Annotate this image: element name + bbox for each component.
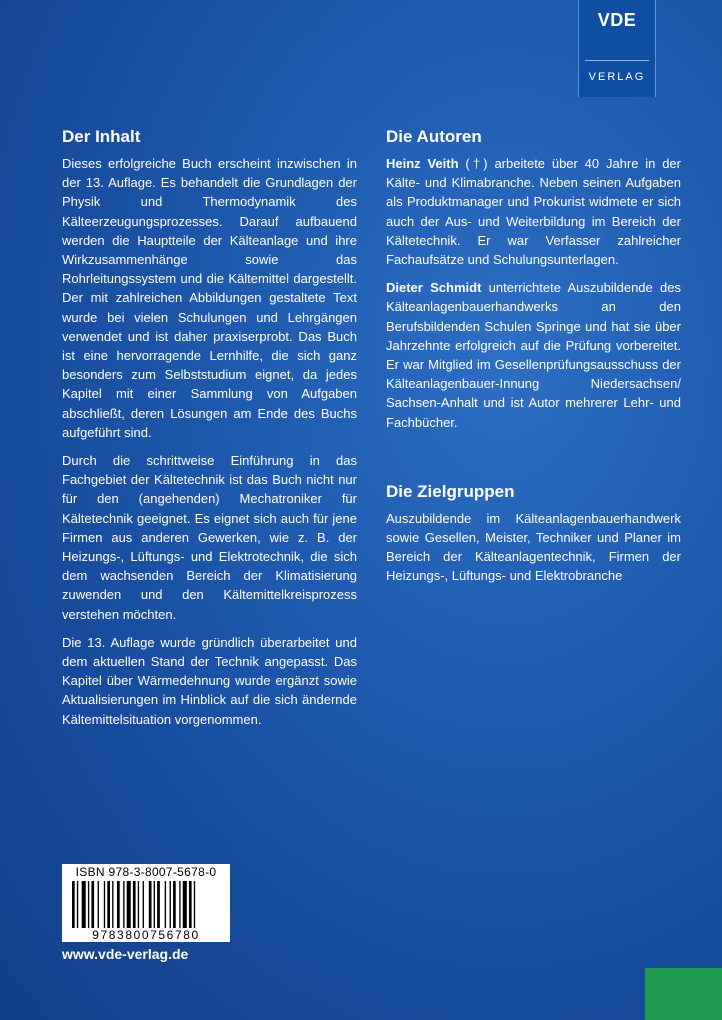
vde-verlag-logo [578,0,656,97]
publisher-url[interactable]: www.vde-verlag.de [62,946,189,962]
author-1-name: Heinz Veith [386,156,459,171]
isbn-barcode [62,864,230,942]
inhalt-paragraph-3: Die 13. Auflage wurde gründlich überarbeitet und dem aktuellen Stand der Technik angepasst. Das Kapitel über Wärmedehnung wurde ergänzt sowie Aktualisierungen im Hinblick auf die sich ändernde Kältemittelsituation vorgenommen. [62,634,357,727]
barcode-digits: 9783800756780 [62,928,230,942]
author-1-bio [386,154,681,269]
zielgruppen-heading: Die Zielgruppen [386,481,515,501]
author-2-text: unterrichtete Auszubildende des Kälteanlagenbauerhandwerks an den Berufsbildenden Schulen Springe und hat sie über Jahrzehnte erfolgreich auf die Prüfung vorbereitet. Er war Mitglied im Gesellenprüfungsausschuss der Kälteanlagenbauer-Innung Niedersachsen/ Sachsen-Anhalt und ist Autor mehrerer Lehr- und Fachbücher. [386,280,681,430]
zielgruppen-text: Auszubildende im Kälteanlagenbauerhandwerk sowie Gesellen, Meister, Techniker und Planer im Bereich der Kälteanlagentechnik, Firmen der Heizungs-, Lüftungs- und Elektrobranche [386,510,681,584]
logo-divider [585,60,649,61]
author-1-text: (†) arbeitete über 40 Jahre in der Kälte- und Klimabranche. Neben seinen Aufgaben als Produktmanager und Prokurist widmete er sich auch der Aus- und Weiterbildung im Bereich der Kältetechnik. Er war Verfasser zahlreicher Fachaufsätze und Schulungsunterlagen. [386,156,681,268]
inhalt-paragraph-2: Durch die schrittweise Einführung in das Fachgebiet der Kältetechnik ist das Buch nicht nur für den (angehenden) Mechatroniker für Kältetechnik geeignet. Es eignet sich auch für jene Firmen aus anderen Gewerken, wie z. B. der Heizungs-, Lüftungs- und Elektrotechnik, die sich dem wachsenden Bereich der Klimatisierung zuwenden und den Kältemittelkreisprozess verstehen möchten. [62,453,357,622]
authors-section [386,126,681,595]
logo-brand: VDE [597,10,637,30]
green-corner-block [645,968,722,1020]
isbn-number: ISBN 978-3-8007-5678-0 [75,865,217,879]
logo-publisher: VERLAG [588,71,646,83]
inhalt-heading: Der Inhalt [62,127,141,146]
author-2-bio [386,278,681,432]
author-2-name: Dieter Schmidt [386,280,482,296]
content-section [62,126,357,738]
autoren-heading: Die Autoren [386,127,482,146]
inhalt-paragraph-1: Dieses erfolgreiche Buch erscheint inzwischen in der 13. Auflage. Es behandelt die Grundlagen der Physik und Thermodynamik des Kälteerzeugungsprozesses. Darauf aufbauend werden die Hauptteile der Kälteanlage und ihre Wirkzusammenhänge sowie das Rohrleitungssystem und die Kältemittel dargestellt. Der mit zahlreichen Abbildungen gestaltete Text wurde bei vielen Schulungen und Lehrgängen verwendet und ist daher praxiserprobt. Das Buch ist eine hervorragende Lernhilfe, die sich ganz besonders zum Selbststudium eignet, da jedes Kapitel mit einer Sammlung von Aufgaben abschließt, deren Lösungen am Ende des Buchs aufgeführt sind. [62,156,357,440]
